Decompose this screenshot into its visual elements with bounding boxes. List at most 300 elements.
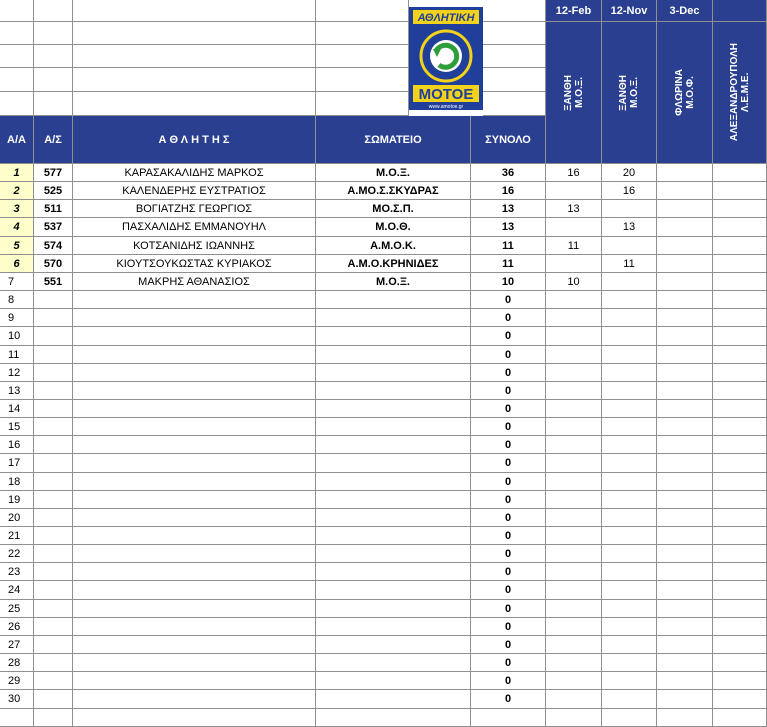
rank-cell[interactable]: 21	[0, 527, 34, 545]
number-cell[interactable]	[34, 454, 73, 473]
event-score-cell[interactable]	[713, 600, 767, 618]
event-score-cell[interactable]	[602, 237, 657, 255]
athlete-cell[interactable]	[73, 709, 316, 727]
event-header-0[interactable]	[546, 22, 602, 164]
rank-cell[interactable]: 9	[0, 309, 34, 327]
total-cell[interactable]: 16	[471, 182, 546, 200]
total-cell[interactable]: 0	[471, 636, 546, 654]
event-score-cell[interactable]	[657, 618, 713, 636]
rank-cell[interactable]: 23	[0, 563, 34, 581]
athlete-cell[interactable]	[73, 491, 316, 509]
event-score-cell[interactable]	[657, 273, 713, 291]
athlete-cell[interactable]	[73, 327, 316, 346]
event-score-cell[interactable]: 16	[546, 164, 602, 182]
number-cell[interactable]	[34, 545, 73, 563]
number-cell[interactable]	[34, 291, 73, 309]
event-score-cell[interactable]: 20	[602, 164, 657, 182]
event-score-cell[interactable]	[546, 182, 602, 200]
club-cell[interactable]	[316, 491, 471, 509]
total-cell[interactable]: 0	[471, 309, 546, 327]
date-header-3[interactable]	[713, 0, 767, 22]
event-score-cell[interactable]	[546, 527, 602, 545]
event-score-cell[interactable]	[546, 709, 602, 727]
athlete-cell[interactable]	[73, 346, 316, 364]
title-area-cell[interactable]	[316, 0, 409, 22]
rank-cell[interactable]: 18	[0, 473, 34, 491]
event-score-cell[interactable]	[657, 509, 713, 527]
rank-cell[interactable]: 2	[0, 182, 34, 200]
total-cell[interactable]: 10	[471, 273, 546, 291]
event-score-cell[interactable]	[546, 327, 602, 346]
total-cell[interactable]: 0	[471, 364, 546, 382]
number-cell[interactable]: 537	[34, 218, 73, 237]
total-cell[interactable]: 0	[471, 581, 546, 600]
rank-cell[interactable]: 10	[0, 327, 34, 346]
athlete-cell[interactable]	[73, 364, 316, 382]
event-score-cell[interactable]	[713, 200, 767, 218]
event-score-cell[interactable]	[713, 527, 767, 545]
event-score-cell[interactable]	[713, 654, 767, 672]
event-score-cell[interactable]	[546, 618, 602, 636]
number-cell[interactable]	[34, 309, 73, 327]
event-score-cell[interactable]	[657, 491, 713, 509]
event-score-cell[interactable]	[657, 182, 713, 200]
event-score-cell[interactable]	[657, 436, 713, 454]
club-cell[interactable]	[316, 581, 471, 600]
event-score-cell[interactable]	[602, 200, 657, 218]
event-score-cell[interactable]	[546, 400, 602, 418]
event-score-cell[interactable]	[657, 636, 713, 654]
event-score-cell[interactable]	[657, 545, 713, 563]
title-area-cell[interactable]	[34, 0, 73, 22]
athlete-cell[interactable]	[73, 418, 316, 436]
club-cell[interactable]: Μ.Ο.Ξ.	[316, 273, 471, 291]
event-score-cell[interactable]	[657, 454, 713, 473]
event-score-cell[interactable]	[602, 364, 657, 382]
club-cell[interactable]	[316, 672, 471, 690]
event-score-cell[interactable]	[546, 600, 602, 618]
event-score-cell[interactable]	[546, 309, 602, 327]
number-cell[interactable]	[34, 436, 73, 454]
event-score-cell[interactable]	[602, 327, 657, 346]
event-score-cell[interactable]	[602, 618, 657, 636]
total-cell[interactable]: 0	[471, 618, 546, 636]
rank-cell[interactable]: 12	[0, 364, 34, 382]
event-score-cell[interactable]	[657, 690, 713, 709]
event-score-cell[interactable]	[546, 255, 602, 273]
event-score-cell[interactable]	[657, 309, 713, 327]
title-area-cell[interactable]	[0, 68, 34, 92]
event-score-cell[interactable]	[713, 364, 767, 382]
event-score-cell[interactable]	[713, 491, 767, 509]
event-score-cell[interactable]	[713, 581, 767, 600]
event-score-cell[interactable]: 16	[602, 182, 657, 200]
number-cell[interactable]	[34, 473, 73, 491]
event-score-cell[interactable]	[602, 382, 657, 400]
event-score-cell[interactable]	[657, 255, 713, 273]
title-area-cell[interactable]	[0, 45, 34, 68]
title-area-cell[interactable]	[0, 92, 34, 116]
event-score-cell[interactable]	[713, 473, 767, 491]
title-area-cell[interactable]	[73, 45, 316, 68]
event-score-cell[interactable]	[602, 473, 657, 491]
club-cell[interactable]	[316, 709, 471, 727]
total-cell[interactable]: 0	[471, 527, 546, 545]
number-cell[interactable]	[34, 327, 73, 346]
event-score-cell[interactable]	[713, 709, 767, 727]
event-score-cell[interactable]	[657, 291, 713, 309]
event-score-cell[interactable]	[546, 473, 602, 491]
athlete-cell[interactable]: ΚΑΡΑΣΑΚΑΛΙΔΗΣ ΜΑΡΚΟΣ	[73, 164, 316, 182]
athlete-cell[interactable]	[73, 509, 316, 527]
event-score-cell[interactable]	[602, 491, 657, 509]
club-cell[interactable]	[316, 509, 471, 527]
event-score-cell[interactable]	[546, 291, 602, 309]
rank-cell[interactable]: 1	[0, 164, 34, 182]
event-score-cell[interactable]	[546, 491, 602, 509]
athlete-cell[interactable]	[73, 672, 316, 690]
total-cell[interactable]: 13	[471, 200, 546, 218]
event-score-cell[interactable]	[546, 690, 602, 709]
rank-cell[interactable]: 24	[0, 581, 34, 600]
number-cell[interactable]	[34, 346, 73, 364]
rank-cell[interactable]: 28	[0, 654, 34, 672]
number-cell[interactable]: 511	[34, 200, 73, 218]
event-score-cell[interactable]	[602, 309, 657, 327]
event-score-cell[interactable]	[602, 654, 657, 672]
club-cell[interactable]	[316, 654, 471, 672]
number-cell[interactable]	[34, 418, 73, 436]
athlete-cell[interactable]	[73, 545, 316, 563]
header-aa[interactable]: Α/Α	[0, 116, 34, 164]
number-cell[interactable]	[34, 400, 73, 418]
club-cell[interactable]	[316, 327, 471, 346]
event-score-cell[interactable]	[713, 400, 767, 418]
event-score-cell[interactable]	[657, 527, 713, 545]
event-score-cell[interactable]	[713, 563, 767, 581]
total-cell[interactable]: 0	[471, 382, 546, 400]
club-cell[interactable]	[316, 636, 471, 654]
event-score-cell[interactable]	[657, 346, 713, 364]
event-score-cell[interactable]	[546, 418, 602, 436]
club-cell[interactable]: Μ.Ο.Ξ.	[316, 164, 471, 182]
athlete-cell[interactable]	[73, 454, 316, 473]
event-score-cell[interactable]	[713, 545, 767, 563]
header-total[interactable]: ΣΥΝΟΛΟ	[471, 116, 546, 164]
club-cell[interactable]	[316, 618, 471, 636]
title-area-cell[interactable]	[316, 68, 409, 92]
total-cell[interactable]: 0	[471, 327, 546, 346]
title-area-cell[interactable]	[316, 22, 409, 45]
event-score-cell[interactable]	[546, 436, 602, 454]
rank-cell[interactable]: 19	[0, 491, 34, 509]
event-score-cell[interactable]	[657, 327, 713, 346]
title-area-cell[interactable]	[73, 22, 316, 45]
event-score-cell[interactable]	[657, 672, 713, 690]
number-cell[interactable]	[34, 527, 73, 545]
event-score-cell[interactable]	[657, 654, 713, 672]
athlete-cell[interactable]	[73, 654, 316, 672]
title-area-cell[interactable]	[34, 22, 73, 45]
athlete-cell[interactable]	[73, 400, 316, 418]
rank-cell[interactable]: 11	[0, 346, 34, 364]
event-score-cell[interactable]	[713, 618, 767, 636]
rank-cell[interactable]: 8	[0, 291, 34, 309]
event-score-cell[interactable]	[546, 581, 602, 600]
rank-cell[interactable]: 17	[0, 454, 34, 473]
total-cell[interactable]: 0	[471, 400, 546, 418]
event-score-cell[interactable]	[546, 364, 602, 382]
club-cell[interactable]	[316, 527, 471, 545]
number-cell[interactable]	[34, 636, 73, 654]
rank-cell[interactable]: 4	[0, 218, 34, 237]
number-cell[interactable]: 574	[34, 237, 73, 255]
athlete-cell[interactable]	[73, 291, 316, 309]
event-score-cell[interactable]	[602, 636, 657, 654]
event-score-cell[interactable]	[546, 672, 602, 690]
date-header-0[interactable]: 12-Feb	[546, 0, 602, 22]
event-score-cell[interactable]	[713, 273, 767, 291]
header-club[interactable]: ΣΩΜΑΤΕΙΟ	[316, 116, 471, 164]
event-score-cell[interactable]	[657, 218, 713, 237]
athlete-cell[interactable]	[73, 473, 316, 491]
event-score-cell[interactable]	[602, 563, 657, 581]
number-cell[interactable]	[34, 709, 73, 727]
event-score-cell[interactable]: 11	[546, 237, 602, 255]
rank-cell[interactable]: 22	[0, 545, 34, 563]
event-score-cell[interactable]	[602, 690, 657, 709]
rank-cell[interactable]: 5	[0, 237, 34, 255]
event-score-cell[interactable]	[657, 563, 713, 581]
event-score-cell[interactable]	[657, 364, 713, 382]
title-area-cell[interactable]	[34, 68, 73, 92]
club-cell[interactable]	[316, 364, 471, 382]
total-cell[interactable]: 13	[471, 218, 546, 237]
event-score-cell[interactable]	[546, 382, 602, 400]
event-score-cell[interactable]	[713, 418, 767, 436]
number-cell[interactable]	[34, 491, 73, 509]
athlete-cell[interactable]: ΜΑΚΡΗΣ ΑΘΑΝΑΣΙΟΣ	[73, 273, 316, 291]
club-cell[interactable]	[316, 436, 471, 454]
number-cell[interactable]: 577	[34, 164, 73, 182]
athlete-cell[interactable]	[73, 382, 316, 400]
number-cell[interactable]	[34, 364, 73, 382]
number-cell[interactable]	[34, 382, 73, 400]
event-header-2[interactable]	[657, 22, 713, 164]
event-score-cell[interactable]	[546, 218, 602, 237]
number-cell[interactable]	[34, 618, 73, 636]
event-score-cell[interactable]	[546, 563, 602, 581]
rank-cell[interactable]: 25	[0, 600, 34, 618]
event-score-cell[interactable]	[602, 545, 657, 563]
event-score-cell[interactable]	[546, 545, 602, 563]
rank-cell[interactable]: 15	[0, 418, 34, 436]
event-score-cell[interactable]	[602, 600, 657, 618]
total-cell[interactable]: 0	[471, 473, 546, 491]
club-cell[interactable]: Α.ΜΟ.Σ.ΣΚΥΔΡΑΣ	[316, 182, 471, 200]
event-score-cell[interactable]: 10	[546, 273, 602, 291]
event-score-cell[interactable]	[713, 690, 767, 709]
title-area-cell[interactable]	[34, 92, 73, 116]
total-cell[interactable]: 0	[471, 454, 546, 473]
total-cell[interactable]: 0	[471, 563, 546, 581]
club-cell[interactable]: Α.Μ.Ο.Κ.	[316, 237, 471, 255]
total-cell[interactable]: 0	[471, 291, 546, 309]
title-area-cell[interactable]	[483, 68, 546, 92]
title-area-cell[interactable]	[73, 92, 316, 116]
number-cell[interactable]: 570	[34, 255, 73, 273]
event-score-cell[interactable]	[546, 654, 602, 672]
event-score-cell[interactable]	[713, 382, 767, 400]
event-score-cell[interactable]	[602, 709, 657, 727]
total-cell[interactable]: 0	[471, 654, 546, 672]
title-area-cell[interactable]	[316, 45, 409, 68]
total-cell[interactable]: 0	[471, 672, 546, 690]
number-cell[interactable]: 525	[34, 182, 73, 200]
event-score-cell[interactable]	[657, 382, 713, 400]
total-cell[interactable]: 36	[471, 164, 546, 182]
rank-cell[interactable]: 26	[0, 618, 34, 636]
event-score-cell[interactable]	[657, 200, 713, 218]
club-cell[interactable]	[316, 454, 471, 473]
rank-cell[interactable]: 20	[0, 509, 34, 527]
date-header-2[interactable]: 3-Dec	[657, 0, 713, 22]
event-score-cell[interactable]	[713, 454, 767, 473]
athlete-cell[interactable]	[73, 527, 316, 545]
event-score-cell[interactable]	[602, 509, 657, 527]
event-score-cell[interactable]	[713, 182, 767, 200]
rank-cell[interactable]: 27	[0, 636, 34, 654]
title-area-cell[interactable]	[0, 22, 34, 45]
total-cell[interactable]	[471, 709, 546, 727]
athlete-cell[interactable]: ΠΑΣΧΑΛΙΔΗΣ ΕΜΜΑΝΟΥΗΛ	[73, 218, 316, 237]
athlete-cell[interactable]	[73, 600, 316, 618]
event-score-cell[interactable]	[713, 237, 767, 255]
club-cell[interactable]: Μ.Ο.Θ.	[316, 218, 471, 237]
total-cell[interactable]: 11	[471, 237, 546, 255]
rank-cell[interactable]: 3	[0, 200, 34, 218]
athlete-cell[interactable]	[73, 581, 316, 600]
total-cell[interactable]: 0	[471, 545, 546, 563]
title-area-cell[interactable]	[34, 45, 73, 68]
athlete-cell[interactable]	[73, 618, 316, 636]
total-cell[interactable]: 11	[471, 255, 546, 273]
total-cell[interactable]: 0	[471, 346, 546, 364]
club-cell[interactable]	[316, 600, 471, 618]
event-score-cell[interactable]	[602, 291, 657, 309]
athlete-cell[interactable]	[73, 563, 316, 581]
athlete-cell[interactable]	[73, 690, 316, 709]
event-score-cell[interactable]	[713, 636, 767, 654]
rank-cell[interactable]: 14	[0, 400, 34, 418]
event-score-cell[interactable]	[546, 636, 602, 654]
event-header-1[interactable]	[602, 22, 657, 164]
club-cell[interactable]	[316, 473, 471, 491]
total-cell[interactable]: 0	[471, 690, 546, 709]
event-score-cell[interactable]	[713, 509, 767, 527]
header-athlete[interactable]: Α Θ Λ Η Τ Η Σ	[73, 116, 316, 164]
event-score-cell[interactable]	[713, 672, 767, 690]
athlete-cell[interactable]	[73, 309, 316, 327]
event-score-cell[interactable]	[602, 346, 657, 364]
rank-cell[interactable]: 13	[0, 382, 34, 400]
event-score-cell[interactable]	[657, 400, 713, 418]
event-score-cell[interactable]	[602, 436, 657, 454]
athlete-cell[interactable]: ΚΑΛΕΝΔΕΡΗΣ ΕΥΣΤΡΑΤΙΟΣ	[73, 182, 316, 200]
event-score-cell[interactable]	[602, 418, 657, 436]
event-score-cell[interactable]	[713, 436, 767, 454]
rank-cell[interactable]	[0, 709, 34, 727]
event-header-3[interactable]	[713, 22, 767, 164]
event-score-cell[interactable]	[713, 164, 767, 182]
date-header-1[interactable]: 12-Nov	[602, 0, 657, 22]
event-score-cell[interactable]	[657, 709, 713, 727]
event-score-cell[interactable]	[657, 581, 713, 600]
total-cell[interactable]: 0	[471, 418, 546, 436]
event-score-cell[interactable]	[657, 600, 713, 618]
event-score-cell[interactable]	[713, 346, 767, 364]
event-score-cell[interactable]: 13	[546, 200, 602, 218]
event-score-cell[interactable]	[546, 509, 602, 527]
event-score-cell[interactable]: 11	[602, 255, 657, 273]
title-area-cell[interactable]	[483, 0, 546, 22]
event-score-cell[interactable]	[546, 454, 602, 473]
rank-cell[interactable]: 16	[0, 436, 34, 454]
event-score-cell[interactable]	[657, 164, 713, 182]
event-score-cell[interactable]	[602, 400, 657, 418]
event-score-cell[interactable]	[713, 218, 767, 237]
club-cell[interactable]: Α.Μ.Ο.ΚΡΗΝΙΔΕΣ	[316, 255, 471, 273]
number-cell[interactable]: 551	[34, 273, 73, 291]
total-cell[interactable]: 0	[471, 600, 546, 618]
athlete-cell[interactable]: ΚΟΤΣΑΝΙΔΗΣ ΙΩΑΝΝΗΣ	[73, 237, 316, 255]
event-score-cell[interactable]	[602, 454, 657, 473]
total-cell[interactable]: 0	[471, 491, 546, 509]
athlete-cell[interactable]	[73, 636, 316, 654]
number-cell[interactable]	[34, 600, 73, 618]
event-score-cell[interactable]	[546, 346, 602, 364]
title-area-cell[interactable]	[483, 92, 546, 116]
number-cell[interactable]	[34, 563, 73, 581]
total-cell[interactable]: 0	[471, 436, 546, 454]
total-cell[interactable]: 0	[471, 509, 546, 527]
title-area-cell[interactable]	[73, 0, 316, 22]
athlete-cell[interactable]: ΒΟΓΙΑΤΖΗΣ ΓΕΩΡΓΙΟΣ	[73, 200, 316, 218]
number-cell[interactable]	[34, 654, 73, 672]
title-area-cell[interactable]	[73, 68, 316, 92]
rank-cell[interactable]: 29	[0, 672, 34, 690]
title-area-cell[interactable]	[316, 92, 409, 116]
title-area-cell[interactable]	[483, 45, 546, 68]
event-score-cell[interactable]	[657, 473, 713, 491]
club-cell[interactable]: ΜΟ.Σ.Π.	[316, 200, 471, 218]
event-score-cell[interactable]: 13	[602, 218, 657, 237]
header-as[interactable]: Α/Σ	[34, 116, 73, 164]
club-cell[interactable]	[316, 400, 471, 418]
event-score-cell[interactable]	[713, 309, 767, 327]
event-score-cell[interactable]	[657, 237, 713, 255]
club-cell[interactable]	[316, 382, 471, 400]
club-cell[interactable]	[316, 690, 471, 709]
event-score-cell[interactable]	[657, 418, 713, 436]
title-area-cell[interactable]	[483, 22, 546, 45]
event-score-cell[interactable]	[713, 327, 767, 346]
athlete-cell[interactable]	[73, 436, 316, 454]
athlete-cell[interactable]: ΚΙΟΥΤΣΟΥΚΩΣΤΑΣ ΚΥΡΙΑΚΟΣ	[73, 255, 316, 273]
title-area-cell[interactable]	[0, 0, 34, 22]
event-score-cell[interactable]	[713, 255, 767, 273]
club-cell[interactable]	[316, 563, 471, 581]
